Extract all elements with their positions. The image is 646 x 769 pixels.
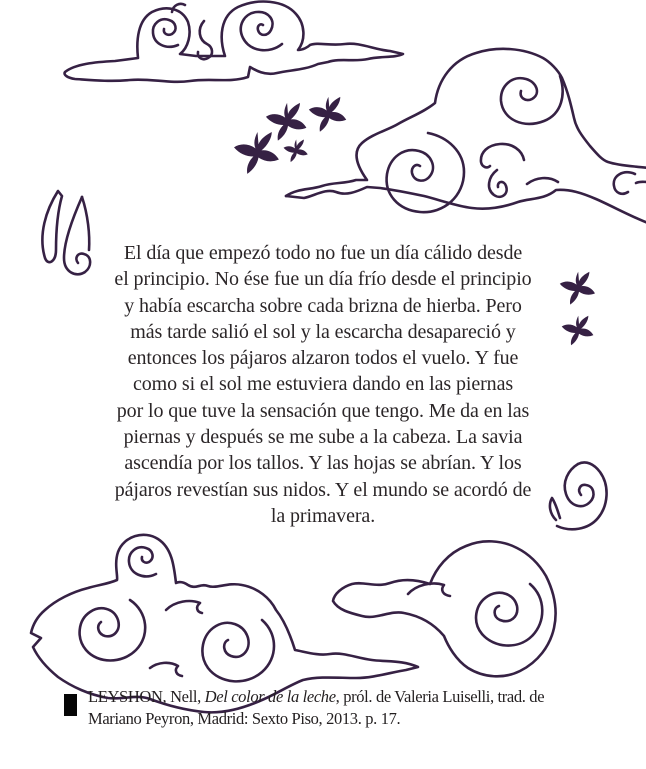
citation-author: LEYSHON, Nell, bbox=[88, 687, 205, 706]
cloud-top-right-outline bbox=[286, 49, 646, 196]
cloud-bottom-right-squiggle bbox=[408, 583, 450, 596]
cloud-bottom-right-spiral bbox=[476, 584, 542, 646]
cloud-bottom-right bbox=[333, 541, 556, 676]
flock-birds bbox=[234, 97, 346, 174]
cloud-bottom-left-spiral-right bbox=[202, 620, 274, 681]
poem-line: por lo que tuve la sensación que tengo. Me da en las bbox=[116, 399, 530, 422]
flock-bird-4-icon bbox=[234, 132, 279, 174]
poem-line: ascendía por los tallos. Y las hojas se abrían. Y los bbox=[124, 452, 522, 475]
citation-book-title: Del color de la leche bbox=[204, 687, 336, 706]
cloud-top-right-bottom bbox=[286, 187, 646, 223]
poem-line: El día que empezó todo no fue un día cálido desde bbox=[123, 242, 523, 264]
poem-line: entonces los pájaros alzaron todos el vuelo. Y fue bbox=[127, 347, 519, 370]
cloud-top-right-wave-hook bbox=[481, 144, 524, 168]
flock-bird-1-icon bbox=[266, 103, 306, 141]
citation bbox=[88, 686, 640, 730]
poem-line: como si el sol me estuviera dando en las piernas bbox=[132, 373, 514, 396]
poem-line: y había escarcha sobre cada brizna de hierba. Pero bbox=[124, 294, 522, 317]
cloud-top-left-spiral-left bbox=[153, 19, 178, 46]
citation-marker-bar bbox=[64, 694, 77, 716]
cloud-top-right-crest-spiral bbox=[501, 76, 563, 124]
cloud-top-right bbox=[286, 49, 646, 223]
cloud-bottom-right-outline bbox=[333, 541, 556, 676]
citation-line-1 bbox=[88, 686, 640, 708]
poem-line: el principio. No ése fue un día frío desde el principio bbox=[114, 268, 532, 291]
cloud-bottom-left-squiggle-1 bbox=[166, 601, 202, 613]
poem-line: piernas y después se me sube a la cabeza. La savia bbox=[123, 426, 523, 449]
poem-line: pájaros revestían sus nidos. Y el mundo se acordó de bbox=[114, 478, 532, 501]
cloud-top-left bbox=[65, 2, 403, 82]
citation-line-2: Mariano Peyron, Madrid: Sexto Piso, 2013. p. 17. bbox=[88, 709, 401, 728]
cloud-top-right-inner-wave bbox=[527, 178, 558, 184]
cloud-top-right-c-curl bbox=[614, 172, 635, 193]
citation-details: , pról. de Valeria Luiselli, trad. de bbox=[335, 687, 545, 706]
poem-line: la primavera. bbox=[270, 504, 376, 527]
cloud-top-right-edge-line bbox=[636, 182, 646, 183]
cloud-top-left-spiral-right bbox=[241, 12, 282, 50]
cloud-top-right-small-spiral bbox=[489, 170, 507, 197]
flock-bird-2-icon bbox=[309, 97, 346, 132]
flock-bird-3-icon bbox=[284, 140, 308, 163]
poem-paragraph bbox=[63, 240, 583, 529]
cloud-bottom-left-bump-spiral bbox=[129, 547, 156, 576]
cloud-top-right-spiral-big bbox=[387, 133, 464, 212]
cloud-top-left-outline bbox=[65, 2, 403, 82]
left-wisp-flame-1 bbox=[42, 191, 62, 262]
poem-line: más tarde salió el sol y la escarcha desapareció y bbox=[130, 320, 516, 343]
cloud-bottom-left-spiral-left bbox=[80, 600, 146, 661]
cloud-bottom-left-squiggle-2 bbox=[150, 663, 182, 676]
cloud-top-left-squiggle bbox=[198, 21, 212, 59]
